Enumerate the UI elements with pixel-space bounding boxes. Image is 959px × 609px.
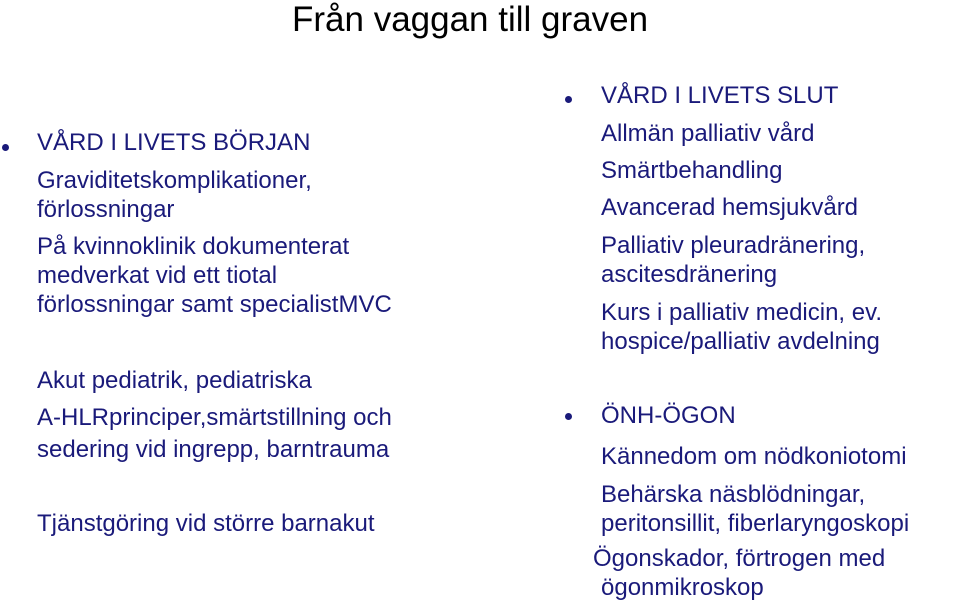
left-item-1-line-1: Graviditetskomplikationer, — [37, 167, 312, 194]
right-item-4-line-2: ascitesdränering — [601, 261, 778, 288]
right-item-2: Smärtbehandling — [601, 157, 783, 184]
left-item-4-line-1: Tjänstgöring vid större barnakut — [37, 510, 375, 537]
right-item-4-line-1: Palliativ pleuradränering, — [601, 232, 866, 259]
left-item-2-line-1: På kvinnoklinik dokumenterat — [37, 233, 350, 260]
right-item2-2-line-1: Behärska näsblödningar, — [601, 481, 866, 508]
left-item-3-line-1: Akut pediatrik, pediatriska — [37, 367, 312, 394]
right-item2-2-line-2: peritonsillit, fiberlaryngoskopi — [601, 510, 910, 537]
left-item-2-line-2: medverkat vid ett tiotal — [37, 262, 278, 289]
bullet-dot-icon — [565, 96, 572, 103]
right-heading-2: ÖNH-ÖGON — [601, 402, 736, 429]
bullet-dot-icon — [2, 144, 9, 151]
right-item-1: Allmän palliativ vård — [601, 120, 815, 147]
left-item-3-line-3: sedering vid ingrepp, barntrauma — [37, 436, 390, 463]
right-item-5-line-2: hospice/palliativ avdelning — [601, 328, 880, 355]
left-item-2-line-3: förlossningar samt specialistMVC — [37, 291, 392, 318]
slide-title: Från vaggan till graven — [292, 0, 649, 39]
bullet-dot-icon — [565, 413, 572, 420]
right-item2-1: Kännedom om nödkoniotomi — [601, 443, 907, 470]
left-heading: VÅRD I LIVETS BÖRJAN — [37, 129, 311, 156]
left-item-3-line-2: A-HLRprinciper,smärtstillning och — [37, 404, 392, 431]
right-heading: VÅRD I LIVETS SLUT — [601, 82, 839, 109]
left-item-1-line-2: förlossningar — [37, 196, 175, 223]
right-item2-3-line-1: Ögonskador, förtrogen med — [593, 545, 886, 572]
right-item2-3-line-2: ögonmikroskop — [601, 574, 764, 601]
right-item-3: Avancerad hemsjukvård — [601, 194, 859, 221]
right-item-5-line-1: Kurs i palliativ medicin, ev. — [601, 299, 882, 326]
